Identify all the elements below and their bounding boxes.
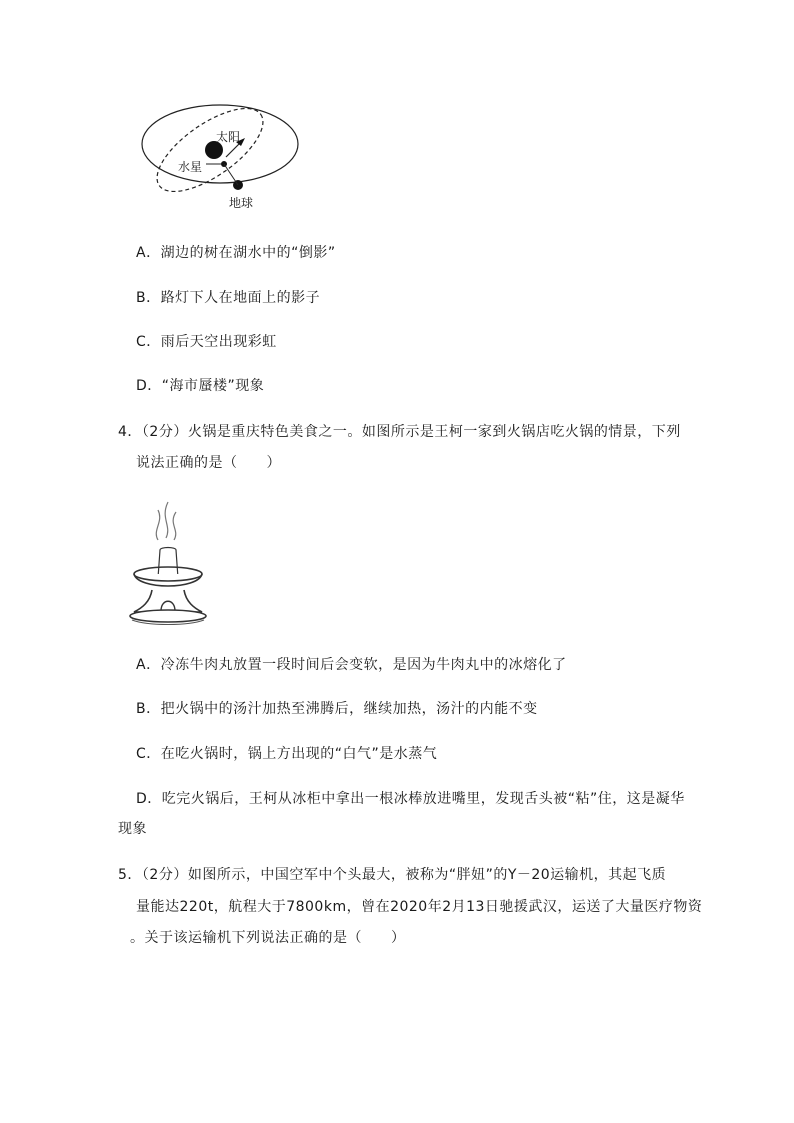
steam: [156, 502, 176, 540]
tray: [130, 610, 206, 622]
q4-option-c: C．在吃火锅时，锅上方出现的“白气”是水蒸气: [136, 746, 438, 762]
pot-bowl: [134, 574, 202, 586]
q5-stem-line2: 量能达220t，航程大于7800km，曾在2020年2月13日驰援武汉，运送了大量医疗物资: [136, 899, 703, 915]
earth-label: 地球: [229, 196, 254, 210]
q3-option-d: D．“海市蜃楼”现象: [136, 378, 265, 394]
q4-stem-line1: 4．（2分）火锅是重庆特色美食之一。如图所示是王柯一家到火锅店吃火锅的情景，下列: [118, 424, 681, 440]
q4-option-a: A．冷冻牛肉丸放置一段时间后会变软，是因为牛肉丸中的冰熔化了: [136, 657, 567, 673]
q4-option-b: B．把火锅中的汤汁加热至沸腾后，继续加热，汤汁的内能不变: [136, 701, 538, 717]
orbit-diagram: [130, 100, 310, 215]
chimney: [158, 550, 178, 578]
hotpot-image: [128, 498, 208, 628]
q3-option-c: C．雨后天空出现彩虹: [136, 334, 277, 350]
q3-option-a: A．湖边的树在湖水中的“倒影”: [136, 245, 336, 261]
q5-stem-line3: 。关于该运输机下列说法正确的是（ ）: [130, 930, 406, 946]
q4-stem-line2: 说法正确的是（ ）: [136, 455, 281, 471]
mercury-label: 水星: [178, 160, 203, 174]
q5-stem-line1: 5．（2分）如图所示，中国空军中个头最大，被称为“胖妞”的Y－20运输机，其起飞质: [118, 867, 667, 883]
sun-label: 太阳: [216, 130, 241, 144]
q4-option-d-line1: D．吃完火锅后，王柯从冰柜中拿出一根冰棒放进嘴里，发现舌头被“粘”住，这是凝华: [136, 791, 685, 807]
q3-option-b: B．路灯下人在地面上的影子: [136, 290, 321, 306]
q4-option-d-line2: 现象: [118, 821, 147, 837]
